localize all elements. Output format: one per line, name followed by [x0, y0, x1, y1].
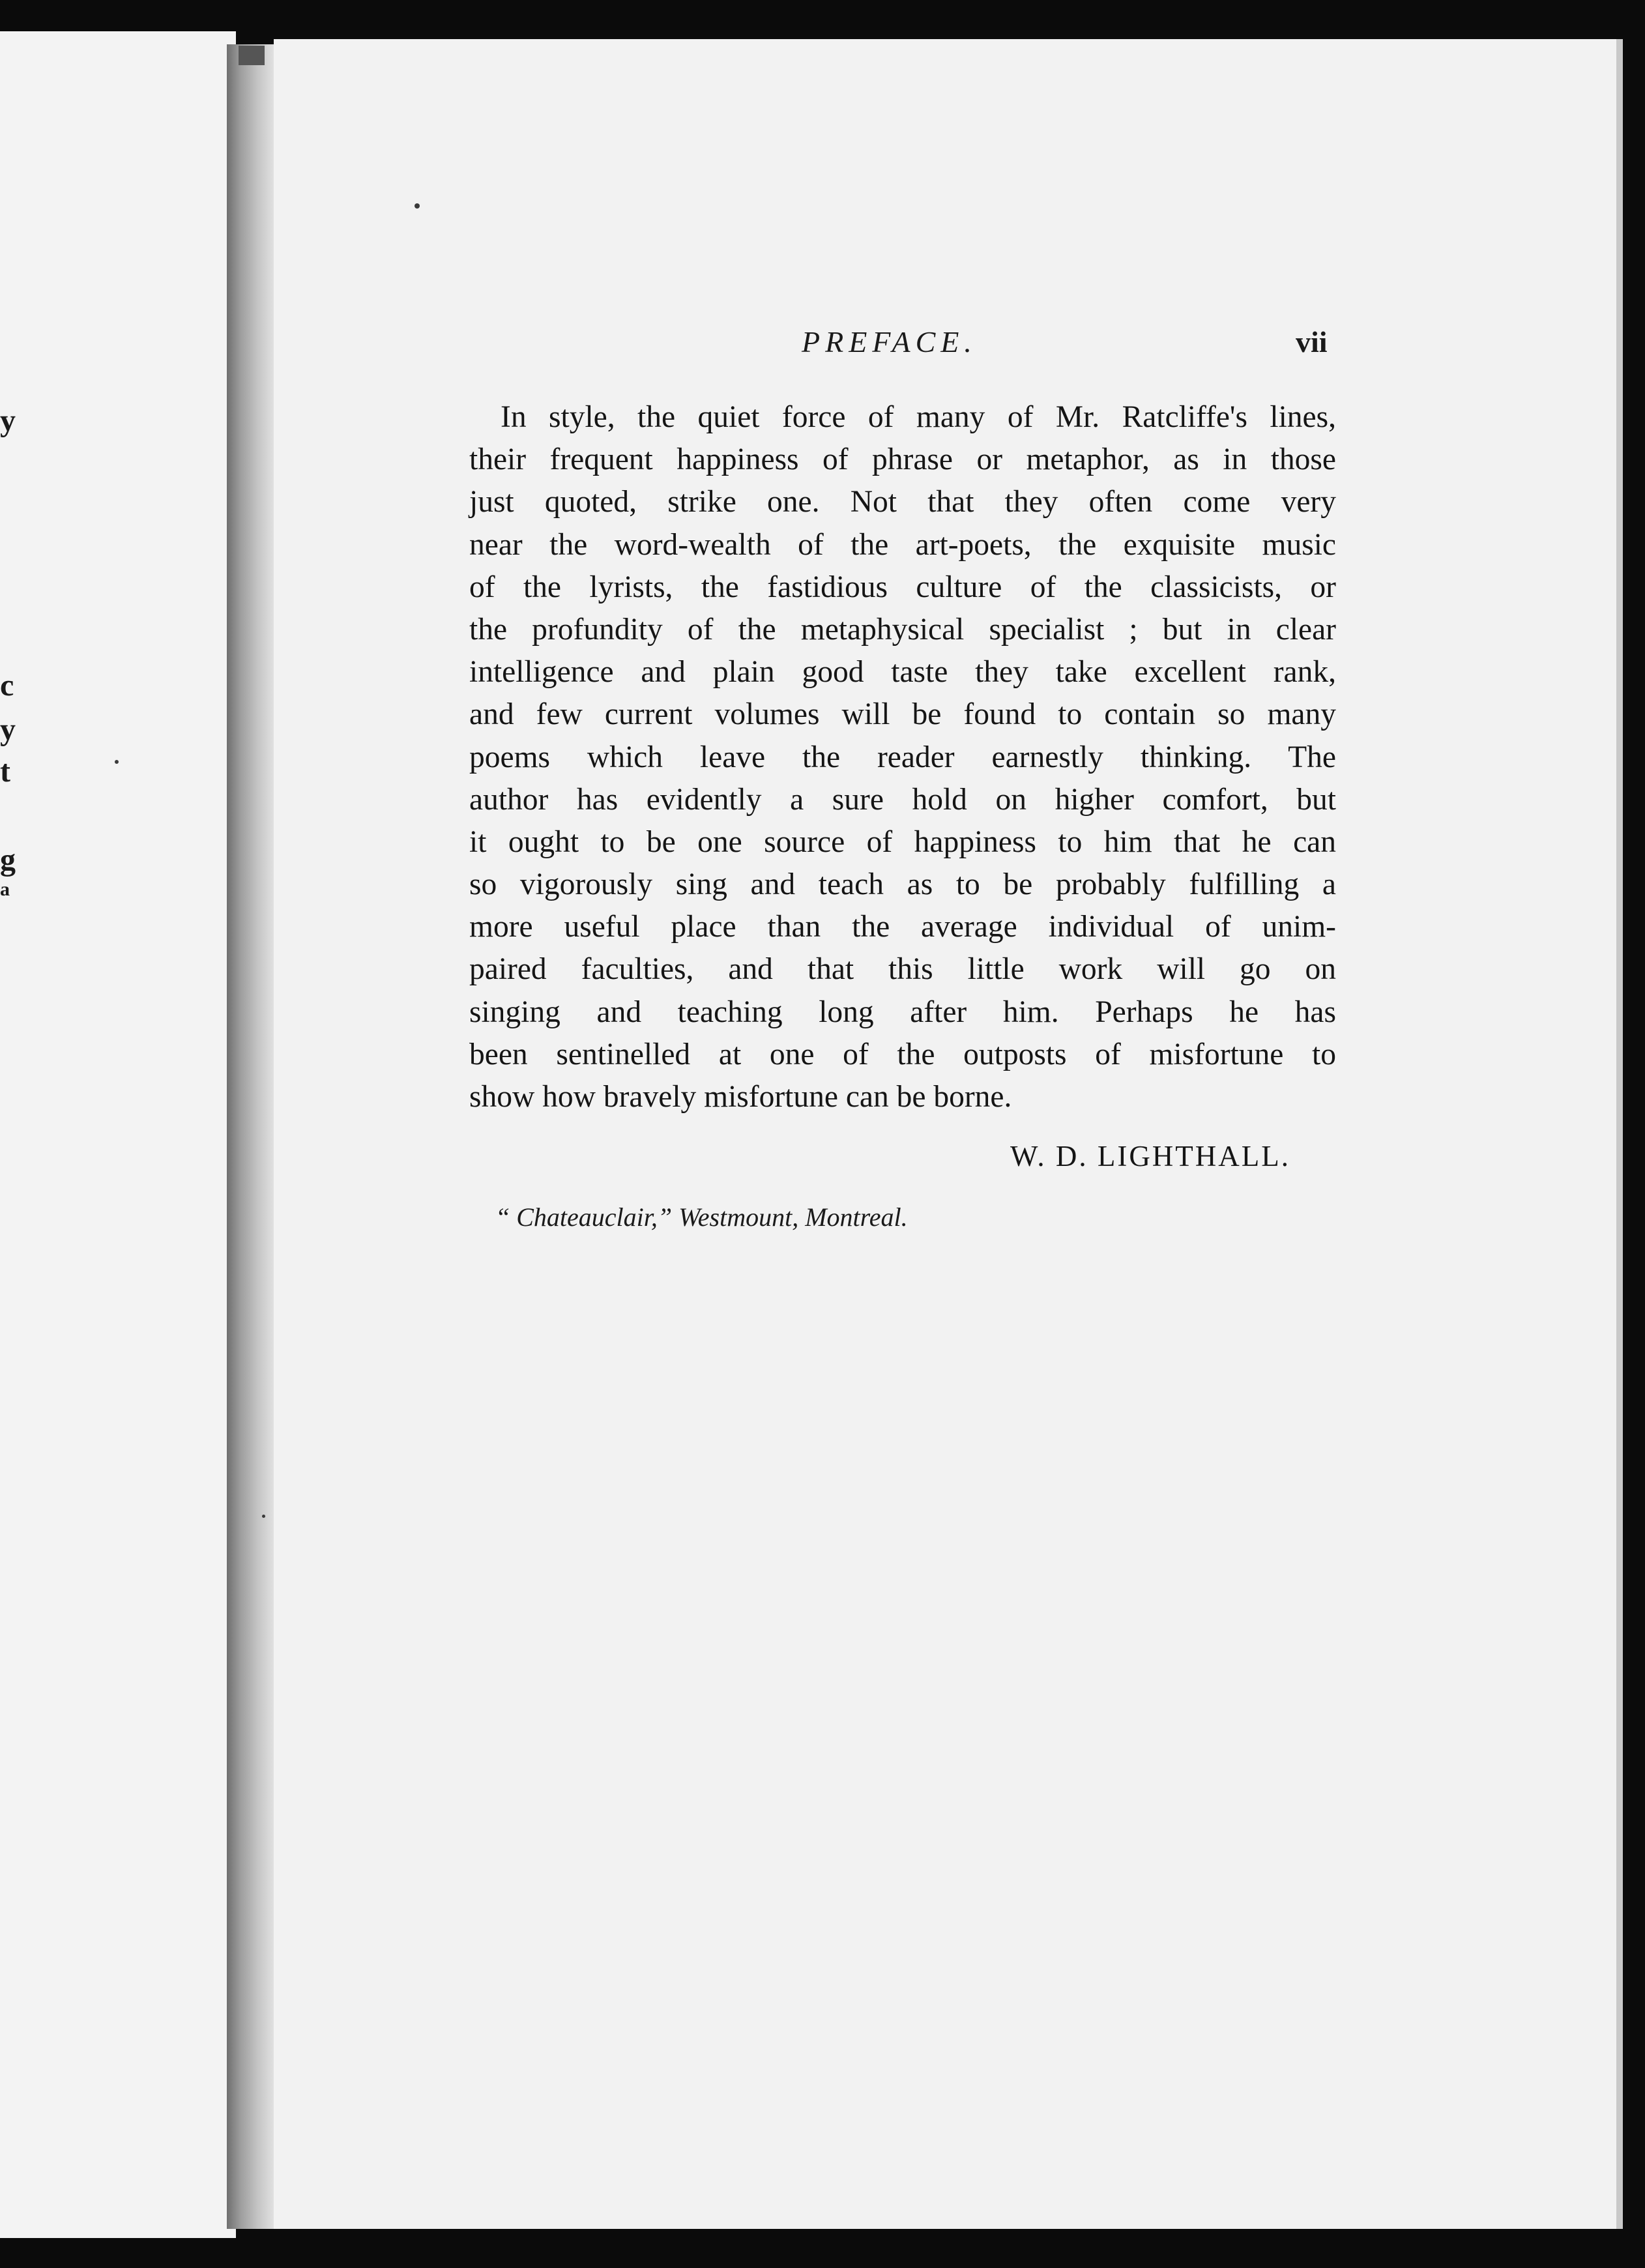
- text-line: intelligence and plain good taste they take excellent rank,: [469, 655, 1336, 690]
- scan-speck: [415, 203, 420, 209]
- binding-gutter-dark-spot: [239, 46, 265, 65]
- facing-page-cut-text: [0, 31, 20, 2238]
- preface-paragraph: [469, 396, 1336, 1118]
- text-line: singing and teaching long after him. Perhaps he has: [469, 995, 1336, 1029]
- facing-page-letter: y: [0, 403, 16, 438]
- text-line: paired faculties, and that this little work will go on: [469, 952, 1336, 987]
- facing-page-letter: t: [0, 754, 10, 789]
- facing-page-letter: a: [0, 879, 10, 900]
- facing-page-letter: g: [0, 843, 16, 877]
- text-line: the profundity of the metaphysical specialist ; but in clear: [469, 612, 1336, 647]
- author-signature: W. D. LIGHTHALL.: [1010, 1140, 1291, 1172]
- place-line: “ Chateauclair,” Westmount, Montreal.: [495, 1202, 908, 1232]
- text-line: just quoted, strike one. Not that they often come very: [469, 485, 1336, 519]
- facing-page-letter: c: [0, 668, 14, 703]
- text-line: and few current volumes will be found to contain so many: [469, 697, 1336, 732]
- text-line: near the word-wealth of the art-poets, the exquisite music: [469, 527, 1336, 562]
- text-line: so vigorously sing and teach as to be probably fulfilling a: [469, 867, 1336, 902]
- text-line: their frequent happiness of phrase or metaphor, as in those: [469, 443, 1336, 477]
- scan-speck: [115, 760, 119, 764]
- text-line: of the lyrists, the fastidious culture of the classicists, or: [469, 570, 1336, 604]
- text-line: author has evidently a sure hold on higher comfort, but: [469, 782, 1336, 817]
- page-number: vii: [1296, 325, 1328, 358]
- text-line: been sentinelled at one of the outposts of misfortune to: [469, 1037, 1336, 1071]
- text-line: poems which leave the reader earnestly thinking. The: [469, 740, 1336, 774]
- facing-page: [0, 31, 236, 2238]
- recto-page: [274, 39, 1616, 2229]
- text-line: show how bravely misfortune can be borne.: [469, 1080, 1012, 1114]
- text-line: In style, the quiet force of many of Mr. Ratcliffe's lines,: [501, 400, 1336, 434]
- text-line: it ought to be one source of happiness to him that he can: [469, 824, 1336, 859]
- page-edge: [1616, 39, 1623, 2229]
- running-head: PREFACE.: [802, 325, 977, 358]
- facing-page-letter: y: [0, 712, 16, 747]
- scan-speck: [262, 1515, 265, 1518]
- text-line: more useful place than the average individual of unim-: [469, 910, 1336, 944]
